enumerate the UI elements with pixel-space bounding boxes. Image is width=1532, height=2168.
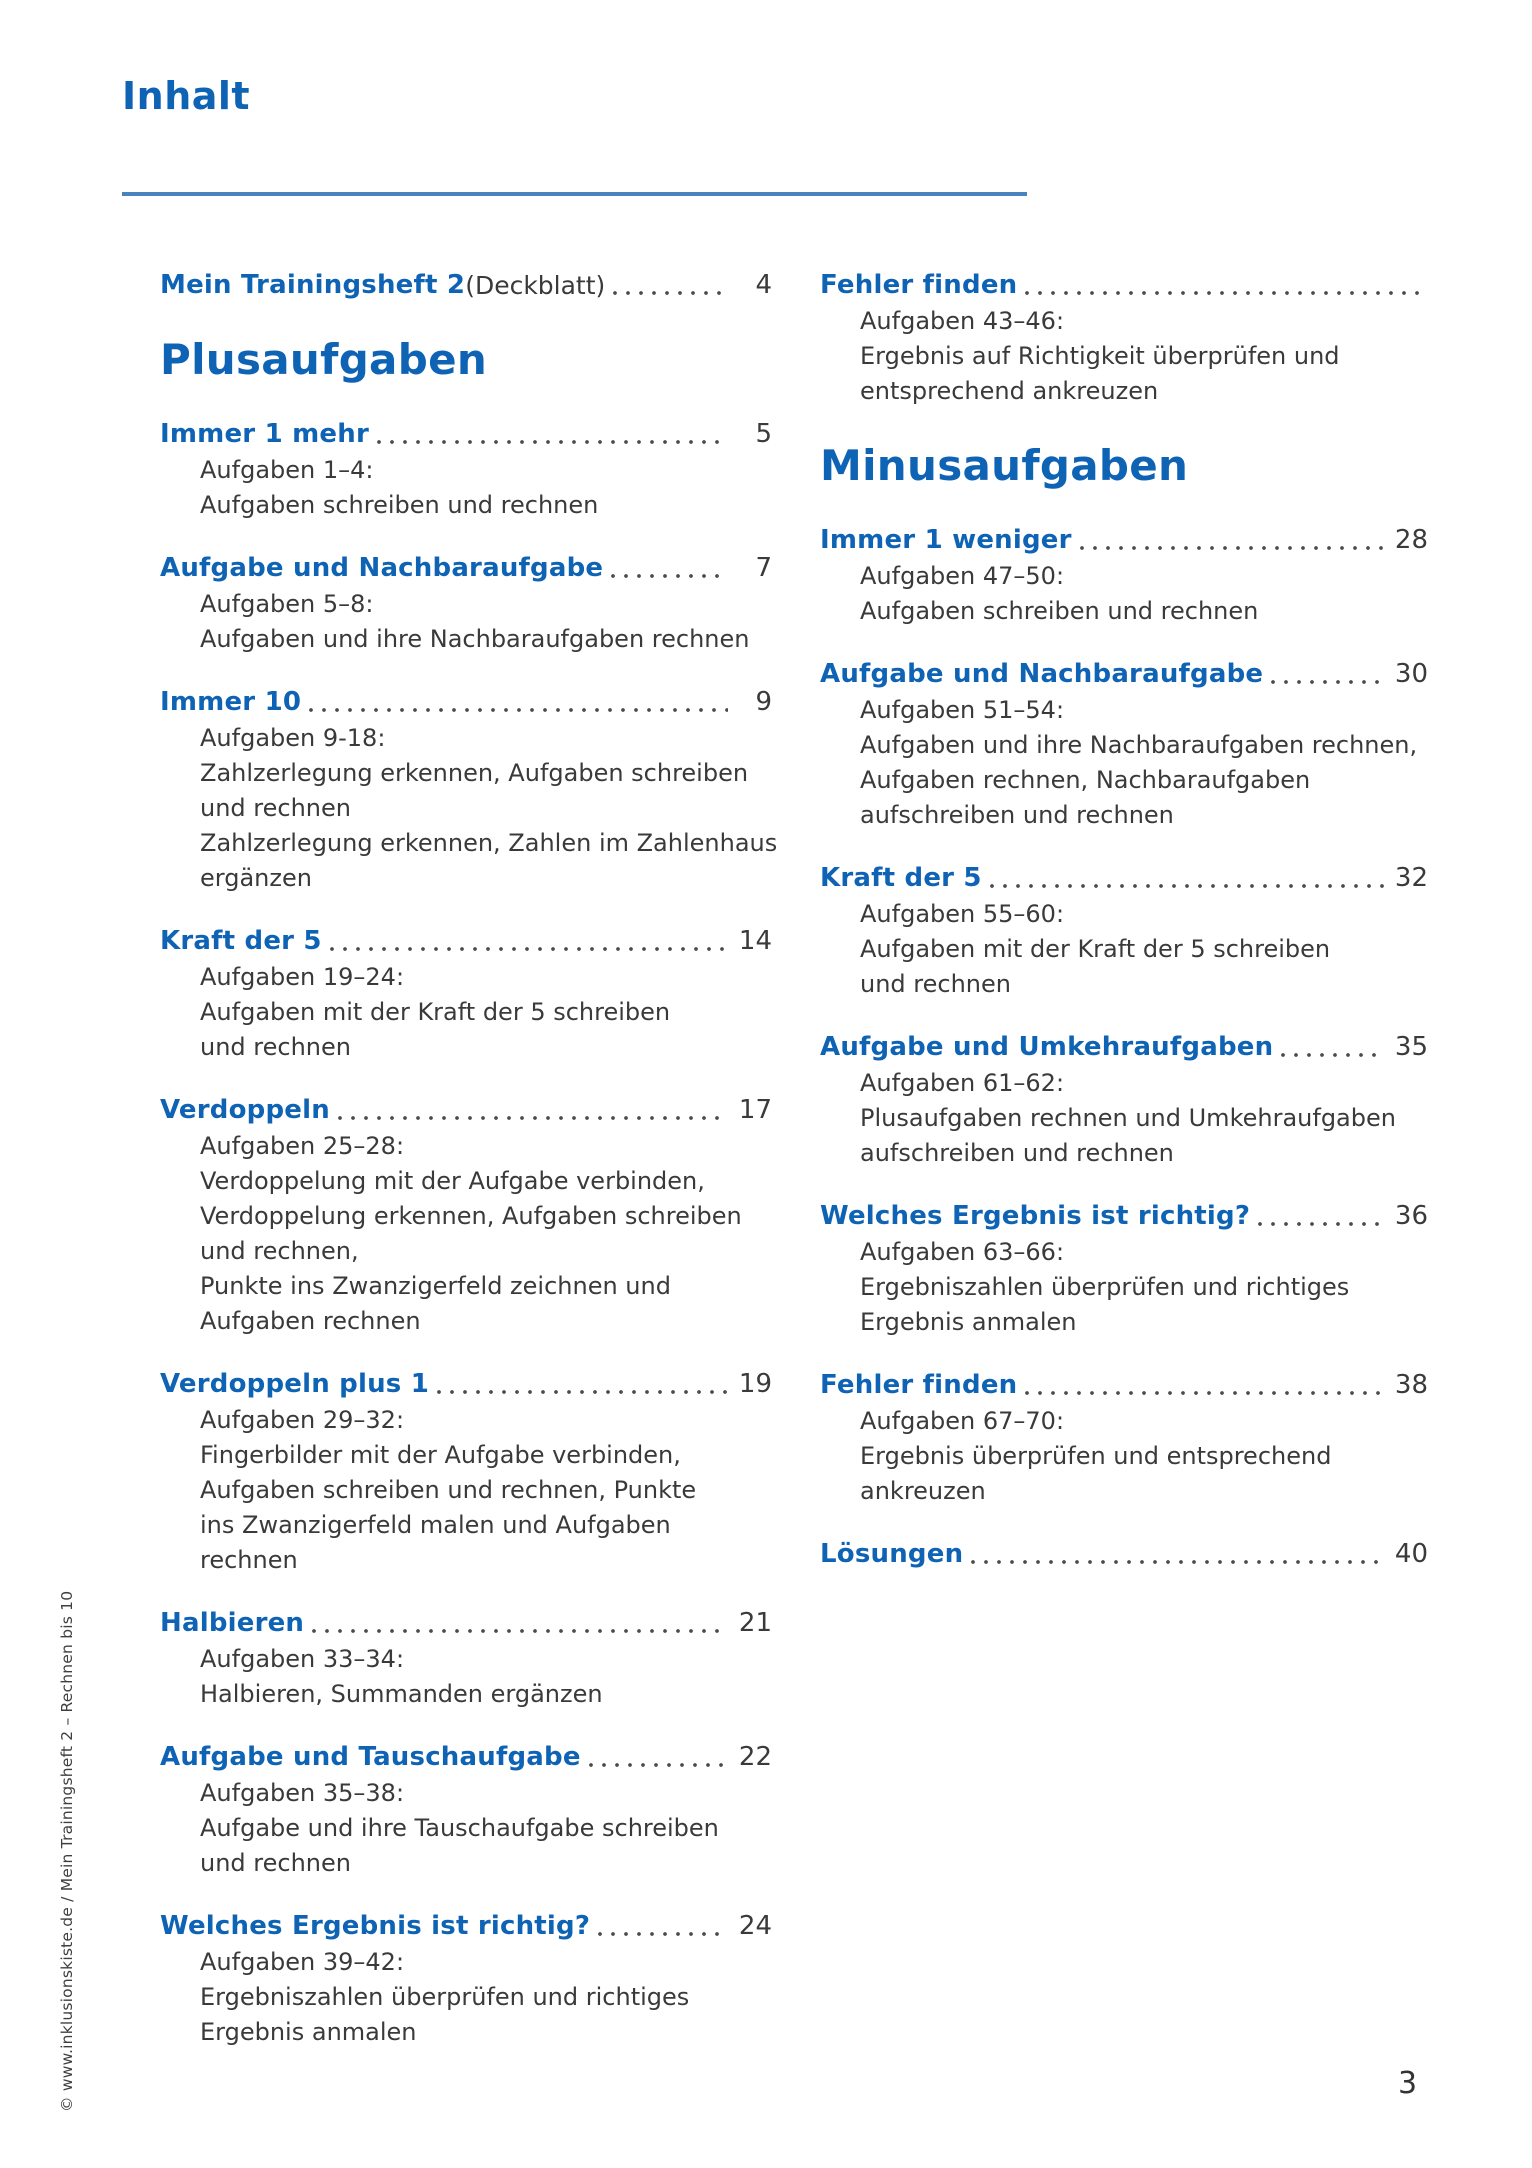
toc-entry-detail-line: Aufgaben 63–66: <box>860 1238 1065 1267</box>
toc-entry-details <box>820 693 1428 833</box>
toc-entry-title: Aufgabe und Nachbaraufgabe <box>820 659 1264 690</box>
toc-entry-title: Immer 1 weniger <box>820 525 1072 556</box>
toc-entry-details <box>160 1403 772 1578</box>
toc-entry <box>820 1199 1428 1340</box>
dot-leader <box>330 1093 736 1128</box>
toc-entry-page-number: 19 <box>738 1369 772 1400</box>
toc-entry-row <box>820 1199 1428 1234</box>
toc-entry-details <box>820 1404 1428 1509</box>
toc-entry-details <box>820 897 1428 1002</box>
toc-entry-title: Verdoppeln <box>160 1095 330 1126</box>
dot-leader <box>605 268 736 303</box>
toc-entry-detail-line: Ergebniszahlen überprüfen und richtiges <box>860 1273 1350 1302</box>
toc-entry-details <box>820 1235 1428 1340</box>
toc-entry-row <box>160 1093 772 1128</box>
toc-entry-details <box>160 960 772 1065</box>
toc-entry-details <box>160 1945 772 2050</box>
toc-entry-detail-line: Aufgaben schreiben und rechnen <box>200 491 599 520</box>
dot-leader <box>982 861 1392 896</box>
toc-entry-row <box>820 523 1428 558</box>
toc-entry <box>160 924 772 1065</box>
toc-entry-page-number: 28 <box>1394 525 1428 556</box>
dot-leader <box>429 1367 736 1402</box>
toc-entry <box>820 523 1428 629</box>
dot-leader <box>1250 1199 1392 1234</box>
toc-entry-page-number: 17 <box>738 1095 772 1126</box>
dot-leader <box>590 1909 736 1944</box>
toc-entry-title: Kraft der 5 <box>160 926 322 957</box>
toc-entry-detail-line: Aufgaben rechnen <box>200 1307 421 1336</box>
toc-entry-detail-line: Punkte ins Zwanzigerfeld zeichnen und <box>200 1272 671 1301</box>
dot-leader <box>1017 268 1428 303</box>
dot-leader <box>963 1537 1392 1572</box>
page-title: Inhalt <box>122 74 251 118</box>
toc-entry-detail-line: Aufgaben und ihre Nachbaraufgaben rechnen, <box>860 731 1418 760</box>
dot-leader <box>581 1740 736 1775</box>
dot-leader <box>304 1606 736 1641</box>
toc-entry-title: Aufgabe und Tauschaufgabe <box>160 1742 581 1773</box>
toc-entries-plusaufgaben <box>160 417 778 2050</box>
dot-leader <box>1017 1368 1392 1403</box>
page-number: 3 <box>1398 2066 1418 2101</box>
toc-entry-title: Halbieren <box>160 1608 305 1639</box>
toc-entry <box>160 685 778 896</box>
toc-entry-detail-line: und rechnen, <box>200 1237 359 1266</box>
toc-entry-detail-line: ankreuzen <box>860 1477 986 1506</box>
toc-entry-detail-line: Ergebnis anmalen <box>860 1308 1077 1337</box>
toc-entry-page-number: 35 <box>1394 1032 1428 1063</box>
toc-entry-detail-line: aufschreiben und rechnen <box>860 801 1174 830</box>
toc-entry <box>160 1740 772 1881</box>
toc-entry-page-number: 9 <box>755 687 772 718</box>
toc-entry-row <box>160 924 772 959</box>
toc-entry <box>160 1909 772 2050</box>
toc-entry-title: Lösungen <box>820 1539 964 1570</box>
toc-entry-title: Welches Ergebnis ist richtig? <box>160 1911 591 1942</box>
toc-entry-detail-line: Aufgaben 29–32: <box>200 1406 405 1435</box>
toc-entry-detail-line: Aufgaben 33–34: <box>200 1645 405 1674</box>
toc-entry-detail-line: Aufgaben 19–24: <box>200 963 405 992</box>
toc-entry-row <box>160 551 772 586</box>
toc-entry-detail-line: rechnen <box>200 1546 298 1575</box>
dot-leader <box>1273 1030 1392 1065</box>
dot-leader <box>1263 657 1392 692</box>
toc-entry-detail-line: Plusaufgaben rechnen und Umkehraufgaben <box>860 1104 1396 1133</box>
toc-entry-title: Aufgabe und Nachbaraufgabe <box>160 553 604 584</box>
toc-entry-title: Fehler finden <box>820 1370 1018 1401</box>
toc-entry-detail-line: Ergebnis auf Richtigkeit überprüfen und <box>860 342 1340 370</box>
toc-entry-detail-line: Aufgaben 51–54: <box>860 696 1065 725</box>
toc-entry-detail-line: Aufgaben 5–8: <box>200 590 374 619</box>
toc-entry-detail-line: und rechnen <box>200 794 351 823</box>
dot-leader <box>369 417 736 452</box>
toc-entry-detail-line: ergänzen <box>200 864 312 893</box>
dot-leader <box>322 924 736 959</box>
toc-entry-detail-line: und rechnen <box>860 970 1011 999</box>
toc-entry-detail-line: Aufgaben 1–4: <box>200 456 374 485</box>
section-heading-minusaufgaben: Minusaufgaben <box>820 441 1189 490</box>
toc-entry-page-number: 5 <box>755 419 772 450</box>
toc-entry <box>160 1093 772 1339</box>
toc-entry-detail-line: Verdoppelung erkennen, Aufgaben schreiben <box>200 1202 742 1231</box>
toc-entry-row <box>820 268 1428 303</box>
toc-entries-minusaufgaben <box>820 523 1428 1572</box>
toc-entry-suffix: (Deckblatt) <box>465 271 606 300</box>
toc-entry <box>160 1606 772 1712</box>
toc-entry-detail-line: und rechnen <box>200 1033 351 1062</box>
toc-entry-detail-line: Verdoppelung mit der Aufgabe verbinden, <box>200 1167 705 1196</box>
toc-entries-carryover <box>820 268 1428 409</box>
toc-entry-detail-line: Aufgaben 61–62: <box>860 1069 1065 1098</box>
dot-leader <box>603 551 736 586</box>
toc-entry-detail-line: aufschreiben und rechnen <box>860 1139 1174 1168</box>
toc-entry-title: Immer 1 mehr <box>160 419 369 450</box>
toc-entry-details <box>820 559 1428 629</box>
toc-entry-detail-line: und rechnen <box>200 1849 351 1878</box>
toc-entry-title: Aufgabe und Umkehraufgaben <box>820 1032 1274 1063</box>
toc-entry-title: Verdoppeln plus 1 <box>160 1369 430 1400</box>
toc-entry-detail-line: ins Zwanzigerfeld malen und Aufgaben <box>200 1511 671 1540</box>
toc-entry-details <box>160 721 778 896</box>
toc-entry-details <box>820 1066 1428 1171</box>
toc-entry-row <box>160 1606 772 1641</box>
section-heading-plusaufgaben: Plusaufgaben <box>160 335 488 384</box>
toc-entry-detail-line: Aufgaben schreiben und rechnen <box>860 597 1259 626</box>
toc-entry-row <box>160 1367 772 1402</box>
dot-leader <box>301 685 736 720</box>
toc-entry-row <box>820 1030 1428 1065</box>
toc-entry-detail-line: Aufgaben 67–70: <box>860 1407 1065 1436</box>
toc-entry-title: Welches Ergebnis ist richtig? <box>820 1201 1251 1232</box>
toc-entry-title: Immer 10 <box>160 687 302 718</box>
toc-entry-details <box>160 1642 772 1712</box>
toc-entry-page-number: 21 <box>738 1608 772 1639</box>
toc-entry-details <box>160 1129 772 1339</box>
toc-entry-page-number: 7 <box>755 553 772 584</box>
toc-entry-detail-line: Fingerbilder mit der Aufgabe verbinden, <box>200 1441 681 1470</box>
toc-entry-detail-line: Ergebnis überprüfen und entsprechend <box>860 1442 1332 1471</box>
toc-entry-detail-line: Aufgaben und ihre Nachbaraufgaben rechnen <box>200 625 750 654</box>
toc-entry-detail-line: Aufgaben 25–28: <box>200 1132 405 1161</box>
toc-entry-row <box>160 1740 772 1775</box>
toc-entry-detail-line: Aufgaben 39–42: <box>200 1948 405 1977</box>
toc-entry-detail-line: Zahlzerlegung erkennen, Zahlen im Zahlenhaus <box>200 829 778 858</box>
toc-entry <box>820 1537 1428 1572</box>
toc-entry <box>160 551 772 657</box>
toc-entry-details <box>820 304 1428 409</box>
toc-entry-details <box>160 453 772 523</box>
toc-entry-page-number: 36 <box>1394 1201 1428 1232</box>
title-rule <box>122 192 1027 196</box>
toc-entry-page-number: 32 <box>1394 863 1428 894</box>
toc-entry-detail-line: Aufgaben 47–50: <box>860 562 1065 591</box>
toc-entry <box>820 657 1428 833</box>
toc-entry-detail-line: Aufgaben schreiben und rechnen, Punkte <box>200 1476 697 1505</box>
toc-entry-page-number: 38 <box>1394 1370 1428 1401</box>
toc-entry-detail-line: Ergebnis anmalen <box>200 2018 417 2047</box>
toc-entry-detail-line: Aufgaben 9-18: <box>200 724 386 753</box>
toc-entry <box>820 861 1428 1002</box>
toc-entry-detail-line: Aufgabe und ihre Tauschaufgabe schreiben <box>200 1814 719 1843</box>
toc-entry-detail-line: Aufgaben 35–38: <box>200 1779 405 1808</box>
toc-entry-row <box>820 1368 1428 1403</box>
toc-entry-title: Fehler finden <box>820 270 1018 300</box>
toc-entry-detail-line: Aufgaben 43–46: <box>860 307 1065 335</box>
toc-entry <box>820 1368 1428 1509</box>
toc-entry-row <box>820 657 1428 692</box>
toc-entry-row <box>160 417 772 452</box>
toc-entry-detail-line: Aufgaben 55–60: <box>860 900 1065 929</box>
toc-entry-page-number: 22 <box>738 1742 772 1773</box>
toc-entry-page-number: 40 <box>1394 1539 1428 1570</box>
toc-entry-detail-line: Ergebniszahlen überprüfen und richtiges <box>200 1983 690 2012</box>
toc-entry-details <box>160 587 772 657</box>
toc-entry-title: Kraft der 5 <box>820 863 982 894</box>
toc-entry <box>820 268 1428 409</box>
toc-entry <box>160 1367 772 1578</box>
toc-entry-details <box>160 1776 772 1881</box>
toc-entry <box>160 417 772 523</box>
toc-entry-row <box>160 685 772 720</box>
toc-entry-page-number: 14 <box>738 926 772 957</box>
toc-entry-row <box>820 861 1428 896</box>
toc-entry-detail-line: Zahlzerlegung erkennen, Aufgaben schreiben <box>200 759 749 788</box>
toc-entry-detail-line: entsprechend ankreuzen <box>860 377 1159 405</box>
toc-entry <box>820 1030 1428 1171</box>
toc-entry-detail-line: Aufgaben rechnen, Nachbaraufgaben <box>860 766 1311 795</box>
toc-entry-detail-line: Aufgaben mit der Kraft der 5 schreiben <box>200 998 671 1027</box>
toc-entry-intro <box>160 268 772 303</box>
toc-entry-detail-line: Halbieren, Summanden ergänzen <box>200 1680 603 1709</box>
toc-entry-title: Mein Trainingsheft 2 <box>160 270 466 300</box>
dot-leader <box>1072 523 1392 558</box>
toc-entry-row <box>160 1909 772 1944</box>
toc-entry-detail-line: Aufgaben mit der Kraft der 5 schreiben <box>860 935 1331 964</box>
toc-column-left <box>160 268 778 2050</box>
toc-entry-page-number: 30 <box>1394 659 1428 690</box>
copyright-sidebar-text: © www.inklusionskiste.de / Mein Trainingsheft 2 – Rechnen bis 10 <box>58 1590 76 2112</box>
toc-entry-row <box>820 1537 1428 1572</box>
toc-column-right <box>820 268 1428 1572</box>
toc-entry-page-number: 24 <box>738 1911 772 1942</box>
toc-entry-page-number: 4 <box>755 270 772 300</box>
